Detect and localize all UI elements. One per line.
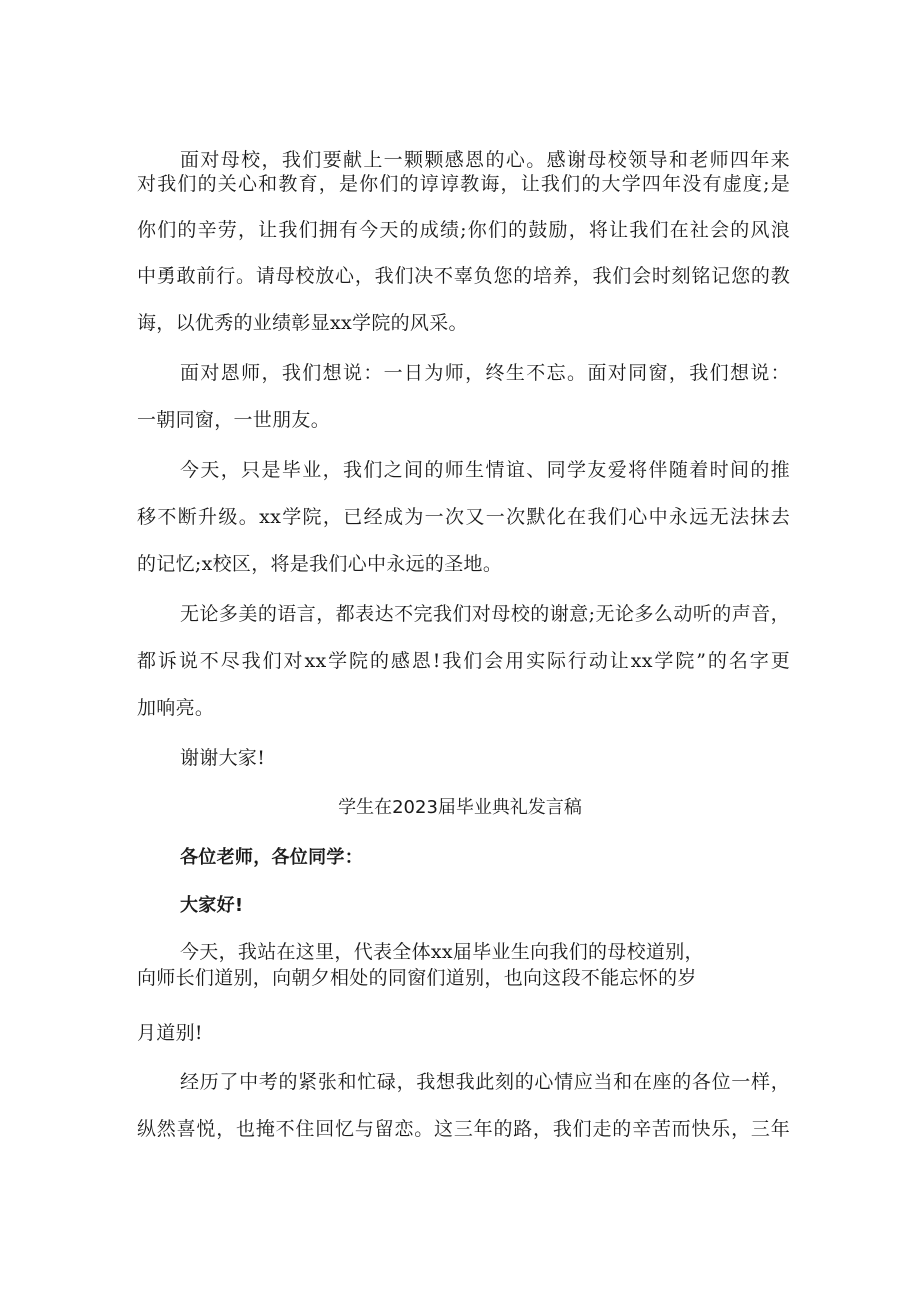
paragraph-line: 无论多美的语言，都表达不完我们对母校的谢意;无论多么动听的声音， bbox=[180, 603, 790, 625]
paragraph-line: 加响亮。 bbox=[137, 697, 215, 719]
paragraph-line: 月道别! bbox=[137, 1022, 203, 1044]
speech-title: 学生在2023届毕业典礼发言稿 bbox=[338, 797, 582, 818]
paragraph-line: 面对恩师，我们想说：一日为师，终生不忘。面对同窗，我们想说： bbox=[180, 362, 790, 384]
paragraph-line: 对我们的关心和教育，是你们的谆谆教诲，让我们的大学四年没有虚度;是 bbox=[137, 173, 790, 195]
paragraph-line: 都诉说不尽我们对xx学院的感恩!我们会用实际行动让xx学院”的名字更 bbox=[137, 650, 790, 672]
greeting: 大家好! bbox=[180, 895, 244, 916]
paragraph-line: 纵然喜悦，也掩不住回忆与留恋。这三年的路，我们走的辛苦而快乐，三年 bbox=[137, 1118, 790, 1140]
closing-line: 谢谢大家! bbox=[180, 747, 266, 769]
paragraph-line: 经历了中考的紧张和忙碌，我想我此刻的心情应当和在座的各位一样， bbox=[180, 1071, 790, 1093]
paragraph-line: 你们的辛劳，让我们拥有今天的成绩;你们的鼓励，将让我们在社会的风浪 bbox=[137, 219, 790, 241]
paragraph-line: 中勇敢前行。请母校放心，我们决不辜负您的培养，我们会时刻铭记您的教 bbox=[137, 265, 790, 287]
paragraph-line: 向师长们道别，向朝夕相处的同窗们道别，也向这段不能忘怀的岁 bbox=[137, 967, 697, 989]
paragraph-line: 面对母校，我们要献上一颗颗感恩的心。感谢母校领导和老师四年来 bbox=[180, 149, 790, 171]
salutation: 各位老师，各位同学： bbox=[180, 847, 363, 868]
paragraph-line: 今天，只是毕业，我们之间的师生情谊、同学友爱将伴随着时间的推 bbox=[180, 459, 790, 481]
paragraph-line: 诲，以优秀的业绩彰显xx学院的风采。 bbox=[137, 312, 468, 334]
paragraph-line: 一朝同窗，一世朋友。 bbox=[137, 409, 331, 431]
paragraph-line: 的记忆;x校区，将是我们心中永远的圣地。 bbox=[137, 553, 503, 575]
paragraph-line: 移不断升级。xx学院，已经成为一次又一次默化在我们心中永远无法抹去 bbox=[137, 506, 790, 528]
paragraph-line: 今天，我站在这里，代表全体xx届毕业生向我们的母校道别， bbox=[180, 941, 704, 963]
